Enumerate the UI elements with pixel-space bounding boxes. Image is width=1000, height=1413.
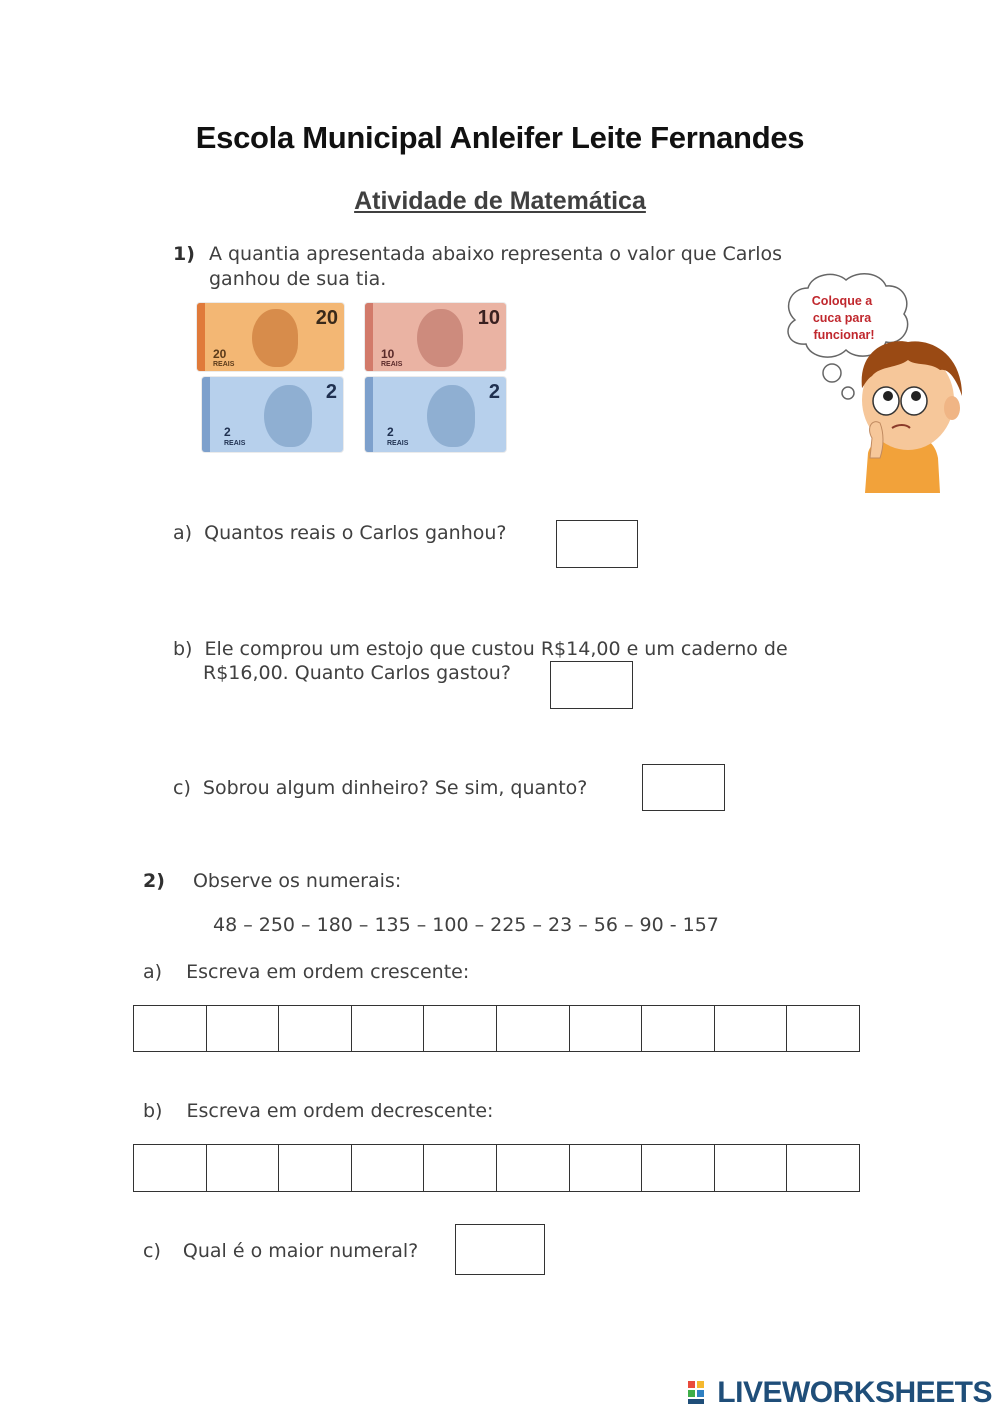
q2c-question: [143, 1239, 418, 1264]
descending-cell[interactable]: [642, 1145, 715, 1191]
ascending-input[interactable]: [497, 1006, 569, 1051]
descending-input[interactable]: [134, 1145, 206, 1191]
q1c-question: [173, 776, 587, 801]
descending-input[interactable]: [424, 1145, 496, 1191]
banknote-10-reais: [365, 303, 506, 371]
descending-cell[interactable]: [715, 1145, 788, 1191]
descending-cell[interactable]: [497, 1145, 570, 1191]
q1b-text-line1: Ele comprou um estojo que custou R$14,00 e um caderno de: [204, 638, 788, 660]
ascending-order-grid: [133, 1005, 860, 1052]
note-portrait: [417, 309, 463, 367]
liveworksheets-logo-icon: [688, 1379, 714, 1405]
ascending-input[interactable]: [279, 1006, 351, 1051]
q2a-text: Escreva em ordem crescente:: [186, 961, 470, 983]
q2c-answer-box[interactable]: [455, 1224, 545, 1275]
note-strip: [197, 303, 205, 371]
note-strip: [365, 377, 373, 452]
note-value: 20: [315, 307, 338, 329]
q2c-label: c): [143, 1240, 161, 1262]
descending-cell[interactable]: [207, 1145, 280, 1191]
ascending-cell[interactable]: [352, 1006, 425, 1051]
bubble-line-3: funcionar!: [813, 328, 875, 342]
q1a-label: a): [173, 522, 193, 544]
note-value: 2: [488, 381, 500, 403]
descending-cell[interactable]: [134, 1145, 207, 1191]
q1-text-line2: ganhou de sua tia.: [209, 268, 387, 290]
note-strip: [202, 377, 210, 452]
ascending-input[interactable]: [134, 1006, 206, 1051]
note-unit: REAIS: [224, 440, 246, 447]
q1-text-line1: A quantia apresentada abaixo representa o valor que Carlos: [208, 243, 783, 265]
bubble-line-1: Coloque a: [811, 294, 873, 308]
banknote-2-reais: [365, 377, 506, 452]
q1b-question: [173, 637, 788, 662]
q1a-text: Quantos reais o Carlos ganhou?: [204, 522, 507, 544]
q2-number-list: 48 – 250 – 180 – 135 – 100 – 225 – 23 – 56 – 90 - 157: [213, 914, 719, 936]
descending-cell[interactable]: [279, 1145, 352, 1191]
note-value: 10: [477, 307, 500, 329]
ascending-input[interactable]: [424, 1006, 496, 1051]
descending-order-grid: [133, 1144, 860, 1192]
note-value-small: 2: [224, 425, 231, 439]
note-strip: [365, 303, 373, 371]
note-portrait: [252, 309, 298, 367]
ascending-input[interactable]: [715, 1006, 787, 1051]
descending-input[interactable]: [715, 1145, 787, 1191]
ascending-input[interactable]: [787, 1006, 859, 1051]
q2c-answer-input[interactable]: [456, 1225, 544, 1274]
note-unit: REAIS: [213, 361, 235, 368]
bubble-line-2: cuca para: [812, 311, 872, 325]
school-title: Escola Municipal Anleifer Leite Fernandes: [195, 120, 805, 155]
descending-cell[interactable]: [424, 1145, 497, 1191]
q1b-label: b): [173, 638, 193, 660]
liveworksheets-logo[interactable]: [688, 1376, 992, 1410]
ascending-cell[interactable]: [570, 1006, 643, 1051]
ascending-cell[interactable]: [787, 1006, 859, 1051]
ascending-cell[interactable]: [642, 1006, 715, 1051]
q2c-text: Qual é o maior numeral?: [182, 1240, 419, 1262]
note-value-small: 20: [213, 347, 227, 361]
descending-input[interactable]: [642, 1145, 714, 1191]
note-unit: REAIS: [387, 440, 409, 447]
descending-input[interactable]: [497, 1145, 569, 1191]
descending-input[interactable]: [352, 1145, 424, 1191]
q2-number: 2): [143, 870, 165, 892]
ascending-cell[interactable]: [715, 1006, 788, 1051]
q1a-answer-box[interactable]: [556, 520, 638, 568]
q1a-answer-input[interactable]: [557, 521, 637, 567]
q2-statement: [143, 869, 401, 894]
ascending-input[interactable]: [642, 1006, 714, 1051]
banknote-20-reais: [197, 303, 344, 371]
note-unit: REAIS: [381, 361, 403, 368]
q2b-label: b): [143, 1100, 163, 1122]
q1-statement: [173, 242, 782, 267]
q1a-question: [173, 521, 507, 546]
q2a-label: a): [143, 961, 163, 983]
activity-title: Atividade de Matemática: [354, 187, 646, 215]
q2b-question: [143, 1099, 493, 1124]
descending-input[interactable]: [279, 1145, 351, 1191]
banknote-2-reais: [202, 377, 343, 452]
q1c-answer-input[interactable]: [643, 765, 724, 810]
q1b-answer-box[interactable]: [550, 661, 633, 709]
descending-cell[interactable]: [787, 1145, 859, 1191]
descending-input[interactable]: [787, 1145, 859, 1191]
ascending-cell[interactable]: [497, 1006, 570, 1051]
note-value: 2: [325, 381, 337, 403]
liveworksheets-logo-text: LIVEWORKSHEETS: [717, 1376, 992, 1409]
descending-input[interactable]: [570, 1145, 642, 1191]
descending-cell[interactable]: [352, 1145, 425, 1191]
boy-icon: [862, 341, 962, 493]
descending-input[interactable]: [207, 1145, 279, 1191]
q1b-answer-input[interactable]: [551, 662, 632, 708]
q1b-text-line2: R$16,00. Quanto Carlos gastou?: [203, 662, 511, 684]
ascending-cell[interactable]: [279, 1006, 352, 1051]
q1c-label: c): [173, 777, 191, 799]
ascending-cell[interactable]: [134, 1006, 207, 1051]
q1c-text: Sobrou algum dinheiro? Se sim, quanto?: [202, 777, 588, 799]
ascending-input[interactable]: [207, 1006, 279, 1051]
q1-number: 1): [173, 243, 195, 265]
descending-cell[interactable]: [570, 1145, 643, 1191]
ascending-input[interactable]: [570, 1006, 642, 1051]
note-value-small: 2: [387, 425, 394, 439]
thinking-boy-illustration: [780, 268, 990, 498]
q2b-text: Escreva em ordem decrescente:: [186, 1100, 494, 1122]
note-portrait: [427, 385, 475, 447]
note-portrait: [264, 385, 312, 447]
ascending-cell[interactable]: [424, 1006, 497, 1051]
q1c-answer-box[interactable]: [642, 764, 725, 811]
q2a-question: [143, 960, 469, 985]
q2-intro: Observe os numerais:: [192, 870, 402, 892]
note-value-small: 10: [381, 347, 395, 361]
ascending-cell[interactable]: [207, 1006, 280, 1051]
ascending-input[interactable]: [352, 1006, 424, 1051]
